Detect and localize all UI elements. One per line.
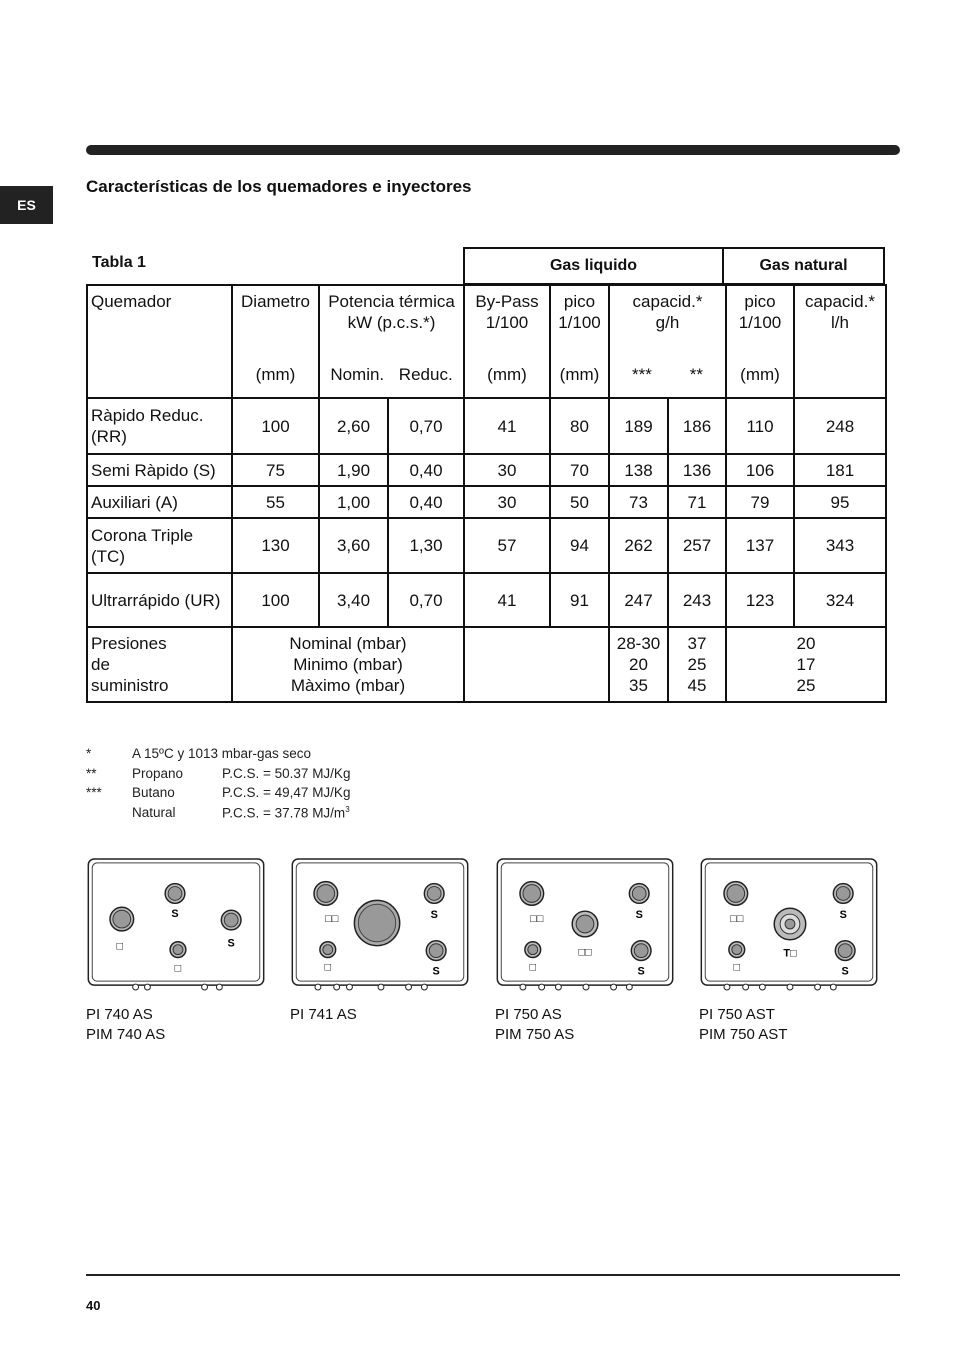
capacid-unit: g/h	[655, 313, 680, 332]
bypass-header	[464, 285, 550, 398]
propano-mark: **	[689, 365, 704, 384]
burner-icon	[320, 942, 336, 958]
cell-reduc: 0,70	[388, 573, 464, 627]
cell-capacid-butano: 262	[609, 518, 668, 573]
burner-label: □	[174, 962, 182, 975]
burner-label: T□	[783, 947, 797, 960]
triple-crown-burner-icon	[774, 908, 806, 940]
table-header-row	[87, 285, 886, 398]
burner-label: □□	[730, 913, 744, 926]
cell-capacid-propano: 257	[668, 518, 726, 573]
cell-diametro: 75	[232, 454, 319, 486]
presion-value: 25	[687, 655, 707, 674]
footnote-gas: Natural	[132, 804, 176, 820]
pico-unit: (mm)	[559, 365, 600, 384]
cell-capacid-natural: 248	[794, 398, 886, 454]
footnote-gas: Butano	[132, 785, 175, 801]
potencia-unit: kW (p.c.s.*)	[347, 313, 436, 332]
burner-icon	[724, 882, 748, 906]
burner-name: Semi Ràpido (S)	[87, 454, 232, 486]
gas-liquido-header: Gas liquido	[463, 247, 724, 285]
presion-value: 17	[796, 655, 816, 674]
cell-pico-natural: 106	[726, 454, 794, 486]
cell-pico-liquido: 94	[550, 518, 609, 573]
cell-bypass: 41	[464, 398, 550, 454]
cell-pico-natural: 110	[726, 398, 794, 454]
burner-icon	[426, 941, 446, 961]
cell-diametro: 130	[232, 518, 319, 573]
burner-icon	[424, 884, 444, 904]
presiones-empty	[464, 627, 609, 702]
diametro-header	[232, 285, 319, 398]
footnote-mark: *	[86, 746, 92, 762]
presiones-natural	[726, 627, 886, 702]
pico-label: pico	[563, 292, 596, 311]
cell-capacid-butano: 138	[609, 454, 668, 486]
footnote-superscript: 3	[345, 804, 350, 814]
capacid-natural-label: capacid.*	[805, 292, 875, 311]
cell-pico-natural: 123	[726, 573, 794, 627]
footnote-mark: **	[86, 765, 97, 781]
cell-capacid-propano: 243	[668, 573, 726, 627]
footnote-value: P.C.S. = 49,47 MJ/Kg	[222, 785, 351, 801]
model-name: PIM 750 AST	[699, 1026, 788, 1043]
presiones-label-line: suministro	[91, 676, 169, 695]
burner-label: □	[116, 940, 124, 953]
reduc-label: Reduc.	[398, 365, 453, 384]
footnote	[86, 744, 350, 764]
pico-natural-label: pico	[744, 292, 776, 311]
presiones-row	[87, 627, 886, 702]
diametro-unit: (mm)	[255, 365, 296, 384]
presion-value: 20	[796, 634, 816, 653]
burner-icon	[835, 941, 855, 961]
presion-nominal-label: Nominal (mbar)	[289, 634, 407, 653]
burner-label: S	[430, 909, 438, 922]
presion-maximo-label: Màximo (mbar)	[290, 676, 406, 695]
burner-icon	[629, 884, 649, 904]
burner-label: S	[227, 937, 235, 950]
footnote-value: P.C.S. = 50.37 MJ/Kg	[222, 765, 351, 781]
gas-natural-header: Gas natural	[722, 247, 885, 285]
table-label: Tabla 1	[92, 254, 146, 271]
cell-nomin: 2,60	[319, 398, 388, 454]
pico-liquido-header	[550, 285, 609, 398]
pico-natural-unit: (mm)	[740, 365, 780, 384]
hob-diagram-pi740	[86, 857, 266, 991]
cell-capacid-propano: 186	[668, 398, 726, 454]
cell-reduc: 0,40	[388, 486, 464, 518]
burner-label: □	[529, 961, 537, 974]
cell-capacid-natural: 324	[794, 573, 886, 627]
quemador-header: Quemador	[87, 285, 232, 398]
presiones-propano	[668, 627, 726, 702]
presiones-types	[232, 627, 464, 702]
footnote-text: A 15ºC y 1013 mbar-gas seco	[132, 746, 312, 762]
presion-minimo-label: Minimo (mbar)	[293, 655, 403, 674]
cell-capacid-butano: 73	[609, 486, 668, 518]
burner-label: S	[171, 908, 179, 921]
language-tab: ES	[0, 186, 53, 224]
pico-natural-header	[726, 285, 794, 398]
footnote	[86, 783, 350, 803]
presion-value: 35	[629, 676, 648, 695]
cell-diametro: 100	[232, 573, 319, 627]
footnote	[86, 803, 350, 823]
burner-table	[86, 284, 887, 703]
model-name: PIM 740 AS	[86, 1026, 166, 1043]
capacid-natural-header	[794, 285, 886, 398]
presion-value: 20	[629, 655, 648, 674]
footnote-gas: Propano	[132, 765, 184, 781]
cell-diametro: 55	[232, 486, 319, 518]
hob-caption	[86, 1005, 165, 1045]
hob-diagram-pi750ast	[699, 857, 879, 991]
cell-bypass: 57	[464, 518, 550, 573]
capacid-natural-unit: l/h	[831, 313, 849, 332]
cell-pico-natural: 137	[726, 518, 794, 573]
presion-value: 25	[796, 676, 816, 695]
hob-caption	[290, 1005, 357, 1025]
burner-label: □□	[530, 913, 544, 926]
cell-nomin: 1,90	[319, 454, 388, 486]
presion-value: 45	[687, 676, 707, 695]
burner-label: S	[839, 909, 847, 922]
cell-capacid-natural: 343	[794, 518, 886, 573]
presiones-label-line: Presiones	[91, 634, 167, 653]
table-row	[87, 518, 886, 573]
burner-icon	[221, 910, 241, 930]
butano-mark: ***	[631, 365, 652, 384]
presiones-label	[87, 627, 232, 702]
burner-label: □	[324, 961, 332, 974]
cell-bypass: 30	[464, 486, 550, 518]
footnote-value-text: P.C.S. = 37.78 MJ/m	[222, 805, 346, 820]
cell-capacid-natural: 95	[794, 486, 886, 518]
cell-bypass: 30	[464, 454, 550, 486]
burner-icon	[631, 941, 651, 961]
cell-nomin: 1,00	[319, 486, 388, 518]
burner-label: S	[432, 965, 440, 978]
cell-capacid-butano: 189	[609, 398, 668, 454]
pico-natural-sub: 1/100	[738, 313, 782, 332]
pico-sub: 1/100	[558, 313, 601, 332]
cell-reduc: 1,30	[388, 518, 464, 573]
footnote-mark: ***	[86, 785, 102, 801]
cell-bypass: 41	[464, 573, 550, 627]
top-rule	[86, 145, 900, 155]
burner-icon	[170, 942, 186, 958]
burner-label: S	[635, 909, 643, 922]
model-name: PIM 750 AS	[495, 1026, 575, 1043]
presiones-label-line: de	[91, 655, 110, 674]
presiones-butano	[609, 627, 668, 702]
model-name: PI 740 AS	[86, 1006, 153, 1023]
hob-caption	[699, 1005, 787, 1045]
footnotes	[86, 744, 350, 822]
table-row	[87, 486, 886, 518]
burner-label: □□	[578, 946, 592, 959]
page-number: 40	[86, 1298, 101, 1313]
cell-diametro: 100	[232, 398, 319, 454]
cell-reduc: 0,70	[388, 398, 464, 454]
model-name: PI 750 AS	[495, 1006, 562, 1023]
hob-diagram-pi750	[495, 857, 675, 991]
footnote-value	[222, 805, 350, 821]
burner-name: Auxiliari (A)	[87, 486, 232, 518]
burner-name: Corona Triple (TC)	[87, 518, 232, 573]
cell-nomin: 3,60	[319, 518, 388, 573]
section-heading: Características de los quemadores e inyectores	[86, 177, 472, 196]
footnote	[86, 764, 350, 784]
capacid-label: capacid.*	[632, 292, 703, 311]
burner-label: □	[733, 961, 741, 974]
cell-pico-liquido: 91	[550, 573, 609, 627]
burner-icon	[833, 884, 853, 904]
burner-icon	[110, 907, 134, 931]
cell-pico-liquido: 70	[550, 454, 609, 486]
model-name: PI 750 AST	[699, 1006, 775, 1023]
table-row	[87, 454, 886, 486]
bypass-label: By-Pass	[475, 292, 539, 311]
cell-capacid-propano: 136	[668, 454, 726, 486]
table-row	[87, 398, 886, 454]
burner-name: Ultrarrápido (UR)	[87, 573, 232, 627]
model-name: PI 741 AS	[290, 1006, 357, 1023]
burner-icon	[520, 882, 544, 906]
burner-label: S	[637, 965, 645, 978]
capacid-liquido-header	[609, 285, 726, 398]
burner-icon	[572, 911, 598, 937]
potencia-header	[319, 285, 464, 398]
table-row	[87, 573, 886, 627]
cell-capacid-propano: 71	[668, 486, 726, 518]
bypass-unit: (mm)	[487, 365, 527, 384]
potencia-label: Potencia térmica	[328, 292, 455, 311]
nomin-label: Nomin.	[330, 365, 385, 384]
cell-capacid-natural: 181	[794, 454, 886, 486]
cell-pico-liquido: 80	[550, 398, 609, 454]
cell-pico-natural: 79	[726, 486, 794, 518]
burner-label: S	[841, 965, 849, 978]
burner-label: □□	[325, 913, 339, 926]
burner-icon	[729, 942, 745, 958]
presion-value: 28-30	[616, 634, 661, 653]
cell-nomin: 3,40	[319, 573, 388, 627]
diametro-label: Diametro	[241, 292, 310, 311]
burner-icon	[165, 884, 185, 904]
burner-name: Ràpido Reduc. (RR)	[87, 398, 232, 454]
cell-reduc: 0,40	[388, 454, 464, 486]
burner-icon	[525, 942, 541, 958]
burner-icon	[354, 900, 399, 945]
hob-caption	[495, 1005, 574, 1045]
cell-pico-liquido: 50	[550, 486, 609, 518]
footer-rule	[86, 1274, 900, 1276]
presion-value: 37	[687, 634, 707, 653]
bypass-sub: 1/100	[485, 313, 529, 332]
burner-icon	[314, 882, 338, 906]
cell-capacid-butano: 247	[609, 573, 668, 627]
hob-diagram-pi741	[290, 857, 470, 991]
